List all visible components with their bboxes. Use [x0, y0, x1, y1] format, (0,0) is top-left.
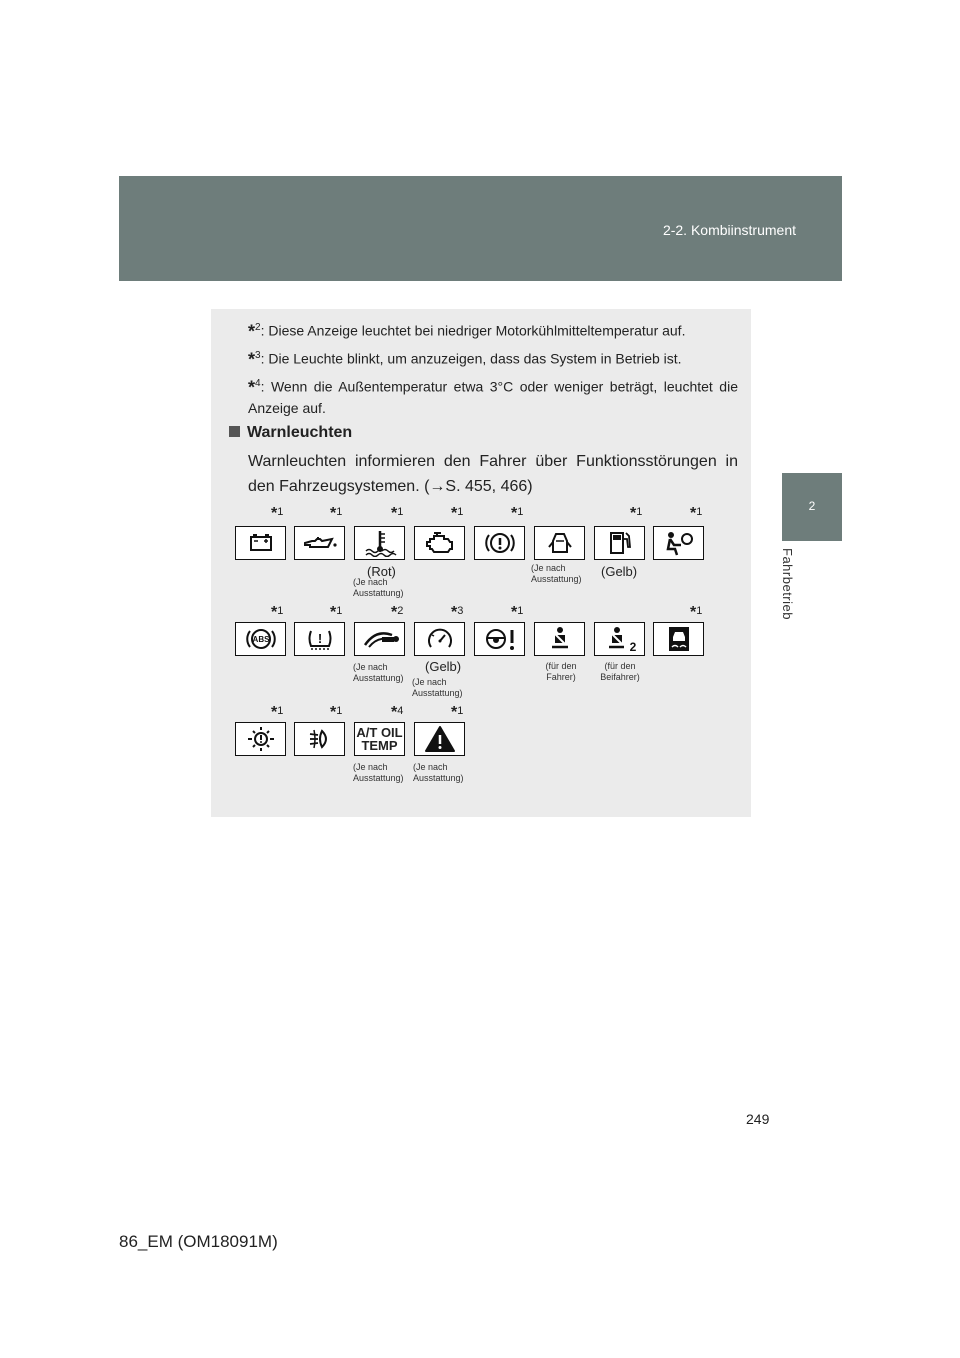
section-heading: Warnleuchten: [229, 424, 352, 442]
headlight-system-icon: [235, 722, 286, 756]
chapter-header: [119, 176, 842, 281]
footnote-3: *$^3$: Die Leuchte blinkt, um anzuzeigen, dass das System in Betrieb ist.: [248, 349, 682, 370]
chapter-number: 2: [808, 499, 816, 513]
footnote-mark: *1: [271, 704, 284, 721]
footnote-mark: *1: [330, 604, 343, 621]
oil-pressure-icon: [294, 526, 345, 560]
icon-caption: (Je nach Ausstattung): [353, 577, 404, 598]
footnote-mark: *3: [451, 604, 464, 621]
footnote-mark: *1: [690, 604, 703, 621]
footnote-mark: *1: [630, 505, 643, 522]
footnote-mark: *1: [511, 604, 524, 621]
icon-caption: (Je nach Ausstattung): [531, 563, 582, 584]
footnote-mark: *1: [271, 604, 284, 621]
icon-caption: (für den Beifahrer): [600, 661, 640, 682]
color-caption: (Rot): [367, 564, 396, 579]
chapter-side-label: Fahrbetrieb: [780, 548, 795, 620]
tire-exclam-text: !: [317, 631, 322, 646]
driver-seatbelt-icon: [534, 622, 585, 656]
color-caption: (Gelb): [601, 564, 638, 579]
footnote-mark: *4: [391, 704, 404, 721]
intro-paragraph: Warnleuchten informieren den Fahrer über Funktionsstörungen in den Fahrzeugsystemen. (→S. 455, 466): [248, 453, 738, 495]
footnote-mark: *1: [451, 704, 464, 721]
open-door-icon: [534, 526, 585, 560]
check-engine-icon: [414, 526, 465, 560]
slip-indicator-icon: [653, 622, 704, 656]
low-coolant-temperature-icon: [354, 622, 405, 656]
passenger-seatbelt-icon: [594, 622, 645, 656]
footnote-mark: *1: [330, 704, 343, 721]
footnote-mark: *1: [690, 505, 703, 522]
footnote-mark: *2: [391, 604, 404, 621]
footnote-mark: *1: [511, 505, 524, 522]
footnote-mark: *1: [391, 505, 404, 522]
power-steering-icon: [474, 622, 525, 656]
srs-airbag-icon: [653, 526, 704, 560]
at-oil-temp-icon: [354, 722, 405, 756]
passenger-two-text: 2: [629, 640, 636, 653]
footnote-4: *$^4$: Wenn die Außentemperatur etwa 3°C oder weniger beträgt, leuchtet die Anzeige auf.: [248, 377, 738, 416]
at-oil-line-2: TEMP: [361, 737, 398, 753]
coolant-temperature-icon: [354, 526, 405, 560]
icon-caption: (Je nach Ausstattung): [353, 662, 404, 683]
footnote-mark: *1: [451, 505, 464, 522]
color-caption: (Gelb): [425, 659, 462, 674]
icon-caption: (Je nach Ausstattung): [413, 762, 464, 783]
page-number: 249: [746, 1111, 770, 1127]
low-fuel-icon: [594, 526, 645, 560]
footnote-mark: *1: [330, 505, 343, 522]
brake-system-icon: [474, 526, 525, 560]
at-oil-line-1: A/T OIL: [356, 724, 403, 740]
master-warning-icon: [414, 722, 465, 756]
footnote-2: *$^2$: Diese Anzeige leuchtet bei niedriger Motorkühlmitteltemperatur auf.: [248, 321, 686, 342]
fog-light-icon: [294, 722, 345, 756]
abs-icon: [235, 622, 286, 656]
chapter-tab: [782, 473, 842, 541]
icon-caption: (für den Fahrer): [545, 661, 577, 682]
tire-pressure-icon: [294, 622, 345, 656]
icon-caption: (Je nach Ausstattung): [353, 762, 404, 783]
cruise-control-icon: [414, 622, 465, 656]
battery-warning-icon: [235, 526, 286, 560]
section-title: 2-2. Kombiinstrument: [662, 222, 796, 238]
icon-caption: (Je nach Ausstattung): [412, 677, 463, 698]
document-code: 86_EM (OM18091M): [119, 1232, 278, 1251]
footnote-mark: *1: [271, 505, 284, 522]
abs-text: ABS: [252, 635, 269, 644]
bullet-square-icon: [229, 426, 240, 437]
